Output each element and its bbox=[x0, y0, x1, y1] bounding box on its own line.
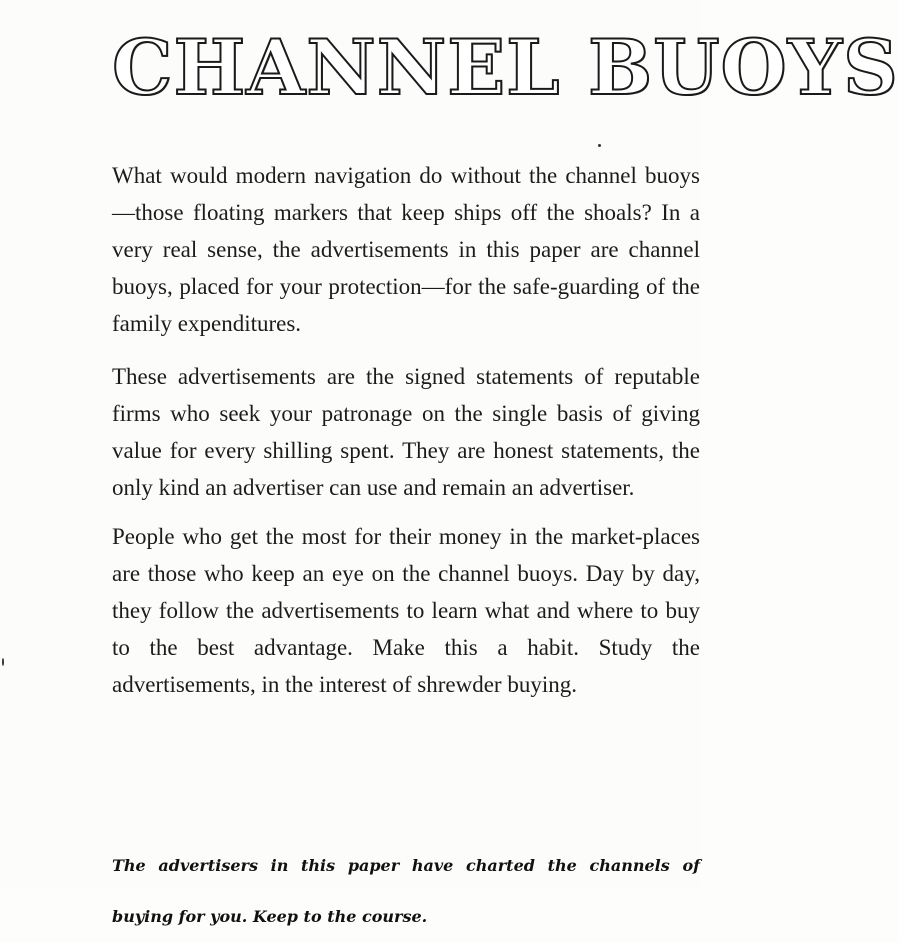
headline: CHANNEL BUOYS bbox=[112, 23, 899, 112]
ink-speck bbox=[2, 658, 4, 666]
paragraph-signed-statements: These advertisements are the signed statements of reputable firms who seek your patronage on the single basis of giving value for every shilling spent. They are honest statements, the only kind an advertiser can use and remain an advertiser. bbox=[112, 364, 700, 500]
closing-slogan: The advertisers in this paper have charted the channels of buying for you. Keep to the course. bbox=[112, 856, 700, 926]
paragraph-navigation: What would modern navigation do without the channel buoys—those floating markers that keep ships off the shoals? In a very real sense, the advertisements in this paper are channel buoys, placed for your protection—for the safe-guarding of the family expenditures. bbox=[112, 163, 700, 336]
ink-speck bbox=[598, 144, 601, 147]
paragraph-habit: People who get the most for their money in the market-places are those who keep an eye on the channel buoys. Day by day, they follow the advertisements to learn what and where to buy to the best advantage. Make this a habit. Study the advertisements, in the interest of shrewder buying. bbox=[112, 524, 700, 697]
